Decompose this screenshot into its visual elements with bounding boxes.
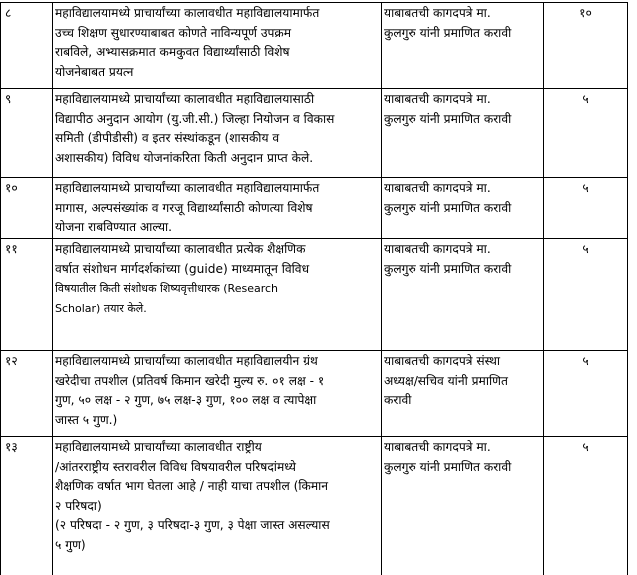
serial-number: १२ <box>5 354 18 368</box>
text-line: खरेदीचा तपशील (प्रतिवर्ष किमान खरेदी मुल्य रु. ०१ लक्ष - १ <box>55 373 325 388</box>
text-line: कुलगुरु यांनी प्रमाणित करावी <box>384 111 512 126</box>
text-line: महाविद्यालयामध्ये प्राचार्यांच्या कालावधीत महाविद्यालयासाठी <box>55 92 315 106</box>
text-line: उच्च शिक्षण सुधारण्याबाबत कोणते नाविन्यपूर्ण उपक्रम <box>55 25 292 40</box>
text-line: महाविद्यालयामध्ये प्राचार्यांच्या कालावधीत महाविद्यालयीन ग्रंथ <box>55 354 318 368</box>
text-line: २ परिषदा) <box>55 498 102 513</box>
text-line: योजनेबाबत प्रयत्न <box>55 64 134 79</box>
text-line: महाविद्यालयामध्ये प्राचार्यांच्या कालावधीत महाविद्यालयामार्फत <box>55 6 320 20</box>
text-line: राबविले, अभ्यासक्रमात कमकुवत विद्यार्थ्यांसाठी विशेष <box>55 45 290 60</box>
criterion-description <box>55 179 380 238</box>
text-line: याबाबतची कागदपत्रे मा. <box>384 242 491 256</box>
text-line: जास्त ५ गुण.) <box>55 412 118 427</box>
text-line: विषयातील किती संशोधक शिष्यवृत्तीधारक (Research <box>55 282 278 296</box>
row-divider <box>0 238 628 239</box>
text-line: कुलगुरु यांनी प्रमाणित करावी <box>384 25 512 40</box>
text-line: महाविद्यालयामध्ये प्राचार्यांच्या कालावधीत राष्ट्रीय <box>55 440 262 454</box>
serial-number: ९ <box>5 92 12 106</box>
text-line: याबाबतची कागदपत्रे मा. <box>384 440 491 454</box>
max-marks: ५ <box>582 242 589 256</box>
row-divider <box>0 350 628 351</box>
criterion-description <box>55 438 380 556</box>
text-line: अशासकीय) विविध योजनांकरिता किती अनुदान प्राप्त केले. <box>55 150 314 165</box>
serial-number: ११ <box>5 242 18 256</box>
column-divider <box>627 2 628 575</box>
row-divider <box>0 436 628 437</box>
evidence-note <box>384 4 542 43</box>
text-line: ५ गुण) <box>55 537 86 552</box>
row-divider <box>0 88 628 89</box>
text-line: योजना राबविण्यात आल्या. <box>55 220 173 235</box>
evidence-note <box>384 352 542 411</box>
text-line: गुण, ५० लक्ष - २ गुण, ७५ लक्ष-३ गुण, १०० लक्ष व त्यापेक्षा <box>55 393 317 408</box>
max-marks: ५ <box>582 92 589 106</box>
serial-number: १० <box>5 181 18 195</box>
max-marks: ५ <box>582 440 589 454</box>
criterion-description <box>55 240 380 318</box>
evidence-note <box>384 438 542 477</box>
text-line: याबाबतची कागदपत्रे संस्था <box>384 354 501 368</box>
max-marks: ५ <box>582 354 589 368</box>
text-line: अध्यक्ष/सचिव यांनी प्रमाणित <box>384 373 508 388</box>
max-marks: १० <box>579 6 592 20</box>
max-marks: ५ <box>582 181 589 195</box>
text-line: शैक्षणिक वर्षात भाग घेतला आहे / नाही याचा तपशील (किमान <box>55 479 329 494</box>
evidence-note <box>384 240 542 279</box>
criterion-description <box>55 4 380 82</box>
text-line: विद्यापीठ अनुदान आयोग (यु.जी.सी.) जिल्हा नियोजन व विकास <box>55 111 335 126</box>
text-line: महाविद्यालयामध्ये प्राचार्यांच्या कालावधीत प्रत्येक शैक्षणिक <box>55 242 306 256</box>
column-divider <box>381 2 382 575</box>
evidence-note <box>384 179 542 218</box>
text-line: कुलगुरु यांनी प्रमाणित करावी <box>384 261 512 276</box>
column-divider <box>543 2 544 575</box>
text-line: वर्षात संशोधन मार्गदर्शकांच्या (guide) माध्यमातून विविध <box>55 261 310 276</box>
text-line: मागास, अल्पसंख्यांक व गरजू विद्यार्थ्यांसाठी कोणत्या विशेष <box>55 200 313 215</box>
text-line: /आंतरराष्ट्रीय स्तरावरील विविध विषयावरील परिषदांमध्ये <box>55 459 296 474</box>
criterion-description <box>55 352 380 430</box>
text-line: कुलगुरु यांनी प्रमाणित करावी <box>384 459 512 474</box>
serial-number: ८ <box>5 6 12 20</box>
row-divider <box>0 177 628 178</box>
text-line: याबाबतची कागदपत्रे मा. <box>384 6 491 20</box>
text-line: महाविद्यालयामध्ये प्राचार्यांच्या कालावधीत महाविद्यालयामार्फत <box>55 181 320 195</box>
serial-number: १३ <box>5 440 18 454</box>
column-divider <box>0 2 1 575</box>
text-line: याबाबतची कागदपत्रे मा. <box>384 181 491 195</box>
text-line: याबाबतची कागदपत्रे मा. <box>384 92 491 106</box>
text-line: कुलगुरु यांनी प्रमाणित करावी <box>384 200 512 215</box>
text-line: समिती (डीपीडीसी) व इतर संस्थांकडून (शासकीय व <box>55 131 280 146</box>
column-divider <box>52 2 53 575</box>
evidence-note <box>384 90 542 129</box>
text-line: करावी <box>384 393 412 408</box>
criterion-description <box>55 90 380 168</box>
text-line: Scholar) तयार केले. <box>55 301 147 315</box>
text-line: (२ परिषदा - २ गुण, ३ परिषदा-३ गुण, ३ पेक्षा जास्त असल्यास <box>55 518 330 533</box>
row-divider <box>0 2 628 3</box>
